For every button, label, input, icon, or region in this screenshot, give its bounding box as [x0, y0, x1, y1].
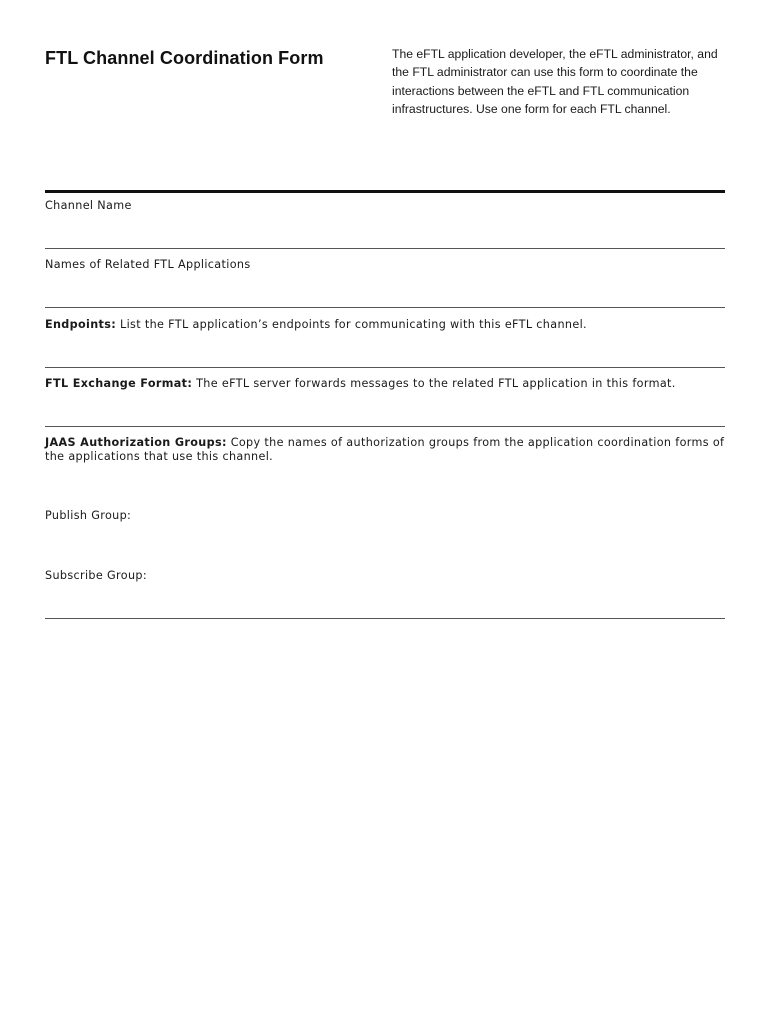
channel-name-label: Channel Name	[45, 199, 132, 212]
related-apps-field[interactable]	[45, 281, 725, 301]
exchange-format-label-text: The eFTL server forwards messages to the related FTL application in this format.	[192, 377, 676, 390]
form-title: FTL Channel Coordination Form	[45, 48, 324, 68]
endpoints-label-text: List the FTL application’s endpoints for communicating with this eFTL channel.	[116, 318, 587, 331]
subscribe-group-field[interactable]	[45, 592, 725, 612]
exchange-format-divider	[45, 426, 725, 427]
related-apps-divider	[45, 307, 725, 308]
endpoints-label-heading: Endpoints:	[45, 318, 117, 331]
header-divider	[45, 190, 725, 193]
exchange-format-field[interactable]	[45, 400, 725, 420]
subscribe-group-label: Subscribe Group:	[45, 569, 147, 582]
exchange-format-label-heading: FTL Exchange Format:	[45, 377, 193, 390]
jaas-groups-label	[45, 436, 725, 463]
jaas-groups-label-text: Copy the names of authorization groups from the application coordination forms of the applications that use this channel.	[45, 436, 725, 463]
form-intro: The eFTL application developer, the eFTL administrator, and the FTL administrator can use this form to coordinate the interactions between the eFTL and FTL communication infrastructures. Use one form for each FTL channel.	[392, 47, 718, 117]
jaas-groups-label-heading: JAAS Authorization Groups:	[45, 436, 227, 449]
exchange-format-label	[45, 377, 725, 391]
publish-group-label: Publish Group:	[45, 509, 132, 522]
endpoints-label	[45, 318, 725, 332]
channel-name-divider	[45, 248, 725, 249]
publish-group-field[interactable]	[45, 532, 725, 552]
channel-name-field[interactable]	[45, 222, 725, 242]
endpoints-field[interactable]	[45, 341, 725, 361]
subscribe-group-divider	[45, 618, 725, 619]
related-apps-label: Names of Related FTL Applications	[45, 258, 251, 271]
endpoints-divider	[45, 367, 725, 368]
